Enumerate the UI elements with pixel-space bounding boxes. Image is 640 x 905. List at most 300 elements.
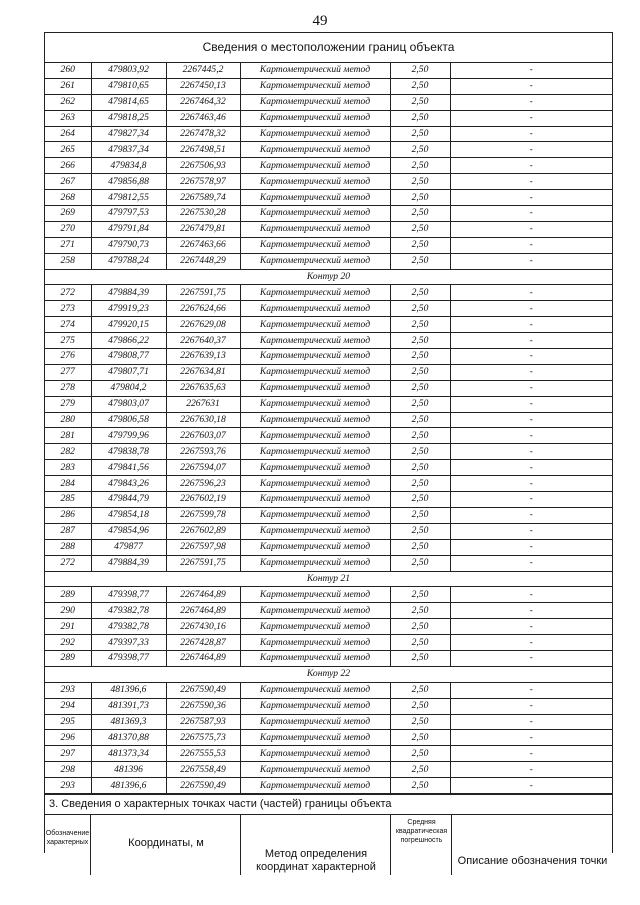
- point-number-cell: 289: [45, 587, 91, 603]
- y-coordinate-cell: 2267498,51: [166, 142, 240, 158]
- description-cell: -: [450, 635, 612, 651]
- table-row: [45, 778, 612, 794]
- x-coordinate-cell: 479841,56: [91, 460, 166, 476]
- point-number-cell: 263: [45, 110, 91, 126]
- y-coordinate-cell: 2267428,87: [166, 635, 240, 651]
- table-row: [45, 682, 612, 698]
- description-cell: -: [450, 555, 612, 571]
- table-row: [45, 364, 612, 380]
- y-coordinate-cell: 2267631: [166, 396, 240, 412]
- table-row: [45, 746, 612, 762]
- table-row: [45, 253, 612, 269]
- header-point-description: Описание обозначения точки: [457, 854, 608, 867]
- error-cell: 2,50: [390, 428, 450, 444]
- point-number-cell: 296: [45, 730, 91, 746]
- x-coordinate-cell: 479837,34: [91, 142, 166, 158]
- contour-header-row: [45, 571, 612, 587]
- method-cell: Картометрический метод: [240, 619, 390, 635]
- table-row: [45, 444, 612, 460]
- table-row: [45, 635, 612, 651]
- error-cell: 2,50: [390, 63, 450, 78]
- error-cell: 2,50: [390, 126, 450, 142]
- description-cell: -: [450, 380, 612, 396]
- error-cell: 2,50: [390, 380, 450, 396]
- point-number-cell: 298: [45, 762, 91, 778]
- method-cell: Картометрический метод: [240, 635, 390, 651]
- error-cell: 2,50: [390, 778, 450, 794]
- coordinates-table-body: [45, 63, 612, 793]
- error-cell: 2,50: [390, 762, 450, 778]
- error-cell: 2,50: [390, 396, 450, 412]
- description-cell: -: [450, 158, 612, 174]
- description-cell: -: [450, 444, 612, 460]
- error-cell: 2,50: [390, 174, 450, 190]
- description-cell: -: [450, 587, 612, 603]
- point-number-cell: 281: [45, 428, 91, 444]
- y-coordinate-cell: 2267590,36: [166, 698, 240, 714]
- x-coordinate-cell: 481373,34: [91, 746, 166, 762]
- x-coordinate-cell: 479797,53: [91, 206, 166, 222]
- description-cell: -: [450, 492, 612, 508]
- table-row: [45, 190, 612, 206]
- point-number-cell: 275: [45, 333, 91, 349]
- table-row: [45, 237, 612, 253]
- description-cell: -: [450, 364, 612, 380]
- method-cell: Картометрический метод: [240, 110, 390, 126]
- method-cell: Картометрический метод: [240, 539, 390, 555]
- table-row: [45, 714, 612, 730]
- description-cell: -: [450, 412, 612, 428]
- x-coordinate-cell: 479866,22: [91, 333, 166, 349]
- x-coordinate-cell: 479814,65: [91, 94, 166, 110]
- description-cell: -: [450, 746, 612, 762]
- x-coordinate-cell: 479382,78: [91, 603, 166, 619]
- x-coordinate-cell: 479843,26: [91, 476, 166, 492]
- point-number-cell: 268: [45, 190, 91, 206]
- x-coordinate-cell: 481369,3: [91, 714, 166, 730]
- y-coordinate-cell: 2267590,49: [166, 682, 240, 698]
- method-cell: Картометрический метод: [240, 714, 390, 730]
- method-cell: Картометрический метод: [240, 221, 390, 237]
- point-number-cell: 278: [45, 380, 91, 396]
- error-cell: 2,50: [390, 650, 450, 666]
- description-cell: -: [450, 94, 612, 110]
- description-cell: -: [450, 396, 612, 412]
- method-cell: Картометрический метод: [240, 237, 390, 253]
- point-number-cell: 295: [45, 714, 91, 730]
- x-coordinate-cell: 479834,8: [91, 158, 166, 174]
- x-coordinate-cell: 479791,84: [91, 221, 166, 237]
- point-number-cell: 273: [45, 301, 91, 317]
- y-coordinate-cell: 2267479,81: [166, 221, 240, 237]
- error-cell: 2,50: [390, 603, 450, 619]
- point-number-cell: 284: [45, 476, 91, 492]
- y-coordinate-cell: 2267445,2: [166, 63, 240, 78]
- description-cell: -: [450, 110, 612, 126]
- method-cell: Картометрический метод: [240, 682, 390, 698]
- description-cell: -: [450, 619, 612, 635]
- point-number-cell: 272: [45, 555, 91, 571]
- x-coordinate-cell: 479877: [91, 539, 166, 555]
- y-coordinate-cell: 2267630,18: [166, 412, 240, 428]
- error-cell: 2,50: [390, 237, 450, 253]
- method-cell: Картометрический метод: [240, 492, 390, 508]
- table-row: [45, 63, 612, 78]
- method-cell: Картометрический метод: [240, 94, 390, 110]
- table-row: [45, 158, 612, 174]
- method-cell: Картометрический метод: [240, 364, 390, 380]
- error-cell: 2,50: [390, 253, 450, 269]
- x-coordinate-cell: 479810,65: [91, 78, 166, 94]
- y-coordinate-cell: 2267639,13: [166, 349, 240, 365]
- point-number-cell: 293: [45, 778, 91, 794]
- method-cell: Картометрический метод: [240, 460, 390, 476]
- error-cell: 2,50: [390, 635, 450, 651]
- point-number-cell: 276: [45, 349, 91, 365]
- x-coordinate-cell: 479884,39: [91, 285, 166, 301]
- point-number-cell: 279: [45, 396, 91, 412]
- description-cell: -: [450, 428, 612, 444]
- method-cell: Картометрический метод: [240, 126, 390, 142]
- table-row: [45, 174, 612, 190]
- method-cell: Картометрический метод: [240, 301, 390, 317]
- point-number-cell: 266: [45, 158, 91, 174]
- y-coordinate-cell: 2267558,49: [166, 762, 240, 778]
- x-coordinate-cell: 479806,58: [91, 412, 166, 428]
- y-coordinate-cell: 2267597,98: [166, 539, 240, 555]
- table-row: [45, 428, 612, 444]
- table-row: [45, 285, 612, 301]
- method-cell: Картометрический метод: [240, 746, 390, 762]
- error-cell: 2,50: [390, 94, 450, 110]
- method-cell: Картометрический метод: [240, 349, 390, 365]
- point-number-cell: 286: [45, 507, 91, 523]
- table-row: [45, 762, 612, 778]
- point-number-cell: 289: [45, 650, 91, 666]
- y-coordinate-cell: 2267596,23: [166, 476, 240, 492]
- method-cell: Картометрический метод: [240, 63, 390, 78]
- x-coordinate-cell: 479807,71: [91, 364, 166, 380]
- y-coordinate-cell: 2267506,93: [166, 158, 240, 174]
- description-cell: -: [450, 63, 612, 78]
- table-row: [45, 587, 612, 603]
- method-cell: Картометрический метод: [240, 142, 390, 158]
- method-cell: Картометрический метод: [240, 78, 390, 94]
- description-cell: -: [450, 539, 612, 555]
- error-cell: 2,50: [390, 587, 450, 603]
- x-coordinate-cell: 479803,92: [91, 63, 166, 78]
- error-cell: 2,50: [390, 539, 450, 555]
- description-cell: -: [450, 714, 612, 730]
- point-number-cell: 272: [45, 285, 91, 301]
- point-number-cell: 261: [45, 78, 91, 94]
- x-coordinate-cell: 479382,78: [91, 619, 166, 635]
- x-coordinate-cell: 479818,25: [91, 110, 166, 126]
- x-coordinate-cell: 479920,15: [91, 317, 166, 333]
- method-cell: Картометрический метод: [240, 158, 390, 174]
- error-cell: 2,50: [390, 349, 450, 365]
- y-coordinate-cell: 2267464,89: [166, 603, 240, 619]
- x-coordinate-cell: 481396,6: [91, 682, 166, 698]
- y-coordinate-cell: 2267591,75: [166, 555, 240, 571]
- description-cell: -: [450, 349, 612, 365]
- error-cell: 2,50: [390, 78, 450, 94]
- table-row: [45, 126, 612, 142]
- x-coordinate-cell: 481396,6: [91, 778, 166, 794]
- point-number-cell: 291: [45, 619, 91, 635]
- contour-label: Контур 20: [45, 269, 612, 285]
- point-number-cell: 258: [45, 253, 91, 269]
- error-cell: 2,50: [390, 523, 450, 539]
- y-coordinate-cell: 2267448,29: [166, 253, 240, 269]
- description-cell: -: [450, 333, 612, 349]
- error-cell: 2,50: [390, 301, 450, 317]
- description-cell: -: [450, 285, 612, 301]
- y-coordinate-cell: 2267464,89: [166, 587, 240, 603]
- point-number-cell: 265: [45, 142, 91, 158]
- y-coordinate-cell: 2267575,73: [166, 730, 240, 746]
- table-row: [45, 349, 612, 365]
- x-coordinate-cell: 479844,79: [91, 492, 166, 508]
- description-cell: -: [450, 698, 612, 714]
- table-row: [45, 539, 612, 555]
- method-cell: Картометрический метод: [240, 476, 390, 492]
- x-coordinate-cell: 479804,2: [91, 380, 166, 396]
- y-coordinate-cell: 2267464,89: [166, 650, 240, 666]
- y-coordinate-cell: 2267599,78: [166, 507, 240, 523]
- point-number-cell: 264: [45, 126, 91, 142]
- contour-header-row: [45, 666, 612, 682]
- contour-label: Контур 22: [45, 666, 612, 682]
- table-row: [45, 492, 612, 508]
- x-coordinate-cell: 479884,39: [91, 555, 166, 571]
- section3-title: 3. Сведения о характерных точках части (частей) границы объекта: [45, 794, 612, 815]
- method-cell: Картометрический метод: [240, 206, 390, 222]
- y-coordinate-cell: 2267578,97: [166, 174, 240, 190]
- x-coordinate-cell: 479854,96: [91, 523, 166, 539]
- error-cell: 2,50: [390, 698, 450, 714]
- x-coordinate-cell: 481370,88: [91, 730, 166, 746]
- x-coordinate-cell: 479808,77: [91, 349, 166, 365]
- description-cell: -: [450, 523, 612, 539]
- x-coordinate-cell: 479838,78: [91, 444, 166, 460]
- header-point-designation: Обозначение характерных: [45, 815, 91, 875]
- method-cell: Картометрический метод: [240, 380, 390, 396]
- x-coordinate-cell: 479919,23: [91, 301, 166, 317]
- y-coordinate-cell: 2267629,08: [166, 317, 240, 333]
- point-number-cell: 297: [45, 746, 91, 762]
- x-coordinate-cell: 479803,07: [91, 396, 166, 412]
- header-mean-square-error: Средняя квадратическая погрешность: [392, 815, 452, 875]
- point-number-cell: 260: [45, 63, 91, 78]
- description-cell: -: [450, 507, 612, 523]
- point-number-cell: 269: [45, 206, 91, 222]
- method-cell: Картометрический метод: [240, 428, 390, 444]
- error-cell: 2,50: [390, 507, 450, 523]
- method-cell: Картометрический метод: [240, 730, 390, 746]
- method-cell: Картометрический метод: [240, 412, 390, 428]
- error-cell: 2,50: [390, 619, 450, 635]
- x-coordinate-cell: 479799,96: [91, 428, 166, 444]
- description-cell: -: [450, 78, 612, 94]
- table-row: [45, 396, 612, 412]
- error-cell: 2,50: [390, 206, 450, 222]
- coordinates-table: [45, 63, 612, 794]
- y-coordinate-cell: 2267603,07: [166, 428, 240, 444]
- error-cell: 2,50: [390, 221, 450, 237]
- y-coordinate-cell: 2267463,66: [166, 237, 240, 253]
- table-row: [45, 94, 612, 110]
- error-cell: 2,50: [390, 682, 450, 698]
- y-coordinate-cell: 2267589,74: [166, 190, 240, 206]
- table-row: [45, 301, 612, 317]
- description-cell: -: [450, 206, 612, 222]
- error-cell: 2,50: [390, 492, 450, 508]
- y-coordinate-cell: 2267587,93: [166, 714, 240, 730]
- point-number-cell: 267: [45, 174, 91, 190]
- error-cell: 2,50: [390, 364, 450, 380]
- point-number-cell: 270: [45, 221, 91, 237]
- description-cell: -: [450, 190, 612, 206]
- method-cell: Картометрический метод: [240, 523, 390, 539]
- y-coordinate-cell: 2267624,66: [166, 301, 240, 317]
- y-coordinate-cell: 2267530,28: [166, 206, 240, 222]
- method-cell: Картометрический метод: [240, 317, 390, 333]
- method-cell: Картометрический метод: [240, 650, 390, 666]
- method-cell: Картометрический метод: [240, 778, 390, 794]
- description-cell: -: [450, 762, 612, 778]
- method-cell: Картометрический метод: [240, 587, 390, 603]
- x-coordinate-cell: 479398,77: [91, 650, 166, 666]
- x-coordinate-cell: 479788,24: [91, 253, 166, 269]
- error-cell: 2,50: [390, 142, 450, 158]
- method-cell: Картометрический метод: [240, 507, 390, 523]
- point-number-cell: 277: [45, 364, 91, 380]
- y-coordinate-cell: 2267463,46: [166, 110, 240, 126]
- point-number-cell: 285: [45, 492, 91, 508]
- y-coordinate-cell: 2267602,89: [166, 523, 240, 539]
- description-cell: -: [450, 317, 612, 333]
- header-method: Метод определения координат характерной: [242, 815, 391, 875]
- point-number-cell: 288: [45, 539, 91, 555]
- table-row: [45, 730, 612, 746]
- method-cell: Картометрический метод: [240, 555, 390, 571]
- point-number-cell: 290: [45, 603, 91, 619]
- table-row: [45, 206, 612, 222]
- error-cell: 2,50: [390, 444, 450, 460]
- y-coordinate-cell: 2267594,07: [166, 460, 240, 476]
- description-cell: -: [450, 778, 612, 794]
- description-cell: -: [450, 237, 612, 253]
- error-cell: 2,50: [390, 190, 450, 206]
- method-cell: Картометрический метод: [240, 333, 390, 349]
- description-cell: -: [450, 126, 612, 142]
- method-cell: Картометрический метод: [240, 396, 390, 412]
- description-cell: -: [450, 650, 612, 666]
- y-coordinate-cell: 2267640,37: [166, 333, 240, 349]
- x-coordinate-cell: 479854,18: [91, 507, 166, 523]
- y-coordinate-cell: 2267450,13: [166, 78, 240, 94]
- error-cell: 2,50: [390, 110, 450, 126]
- contour-header-row: [45, 269, 612, 285]
- y-coordinate-cell: 2267555,53: [166, 746, 240, 762]
- point-number-cell: 262: [45, 94, 91, 110]
- method-cell: Картометрический метод: [240, 174, 390, 190]
- method-cell: Картометрический метод: [240, 285, 390, 301]
- header-coordinates: Координаты, м: [92, 815, 241, 875]
- error-cell: 2,50: [390, 730, 450, 746]
- x-coordinate-cell: 481391,73: [91, 698, 166, 714]
- error-cell: 2,50: [390, 317, 450, 333]
- description-cell: -: [450, 460, 612, 476]
- y-coordinate-cell: 2267593,76: [166, 444, 240, 460]
- section3-table-header: [45, 815, 612, 875]
- point-number-cell: 283: [45, 460, 91, 476]
- method-cell: Картометрический метод: [240, 253, 390, 269]
- description-cell: -: [450, 253, 612, 269]
- x-coordinate-cell: 481396: [91, 762, 166, 778]
- method-cell: Картометрический метод: [240, 762, 390, 778]
- description-cell: -: [450, 603, 612, 619]
- table-row: [45, 555, 612, 571]
- error-cell: 2,50: [390, 333, 450, 349]
- table-row: [45, 460, 612, 476]
- description-cell: -: [450, 142, 612, 158]
- table-row: [45, 476, 612, 492]
- description-cell: -: [450, 174, 612, 190]
- error-cell: 2,50: [390, 476, 450, 492]
- table-row: [45, 650, 612, 666]
- method-cell: Картометрический метод: [240, 698, 390, 714]
- point-number-cell: 294: [45, 698, 91, 714]
- y-coordinate-cell: 2267430,16: [166, 619, 240, 635]
- document-frame: [44, 32, 613, 873]
- y-coordinate-cell: 2267478,32: [166, 126, 240, 142]
- x-coordinate-cell: 479398,77: [91, 587, 166, 603]
- point-number-cell: 287: [45, 523, 91, 539]
- point-number-cell: 282: [45, 444, 91, 460]
- point-number-cell: 293: [45, 682, 91, 698]
- table-row: [45, 333, 612, 349]
- y-coordinate-cell: 2267590,49: [166, 778, 240, 794]
- table-row: [45, 380, 612, 396]
- error-cell: 2,50: [390, 714, 450, 730]
- description-cell: -: [450, 301, 612, 317]
- description-cell: -: [450, 730, 612, 746]
- error-cell: 2,50: [390, 158, 450, 174]
- section-title: Сведения о местоположении границ объекта: [45, 33, 612, 63]
- x-coordinate-cell: 479790,73: [91, 237, 166, 253]
- error-cell: 2,50: [390, 412, 450, 428]
- x-coordinate-cell: 479827,34: [91, 126, 166, 142]
- table-row: [45, 221, 612, 237]
- table-row: [45, 603, 612, 619]
- point-number-cell: 274: [45, 317, 91, 333]
- description-cell: -: [450, 476, 612, 492]
- method-cell: Картометрический метод: [240, 444, 390, 460]
- error-cell: 2,50: [390, 555, 450, 571]
- y-coordinate-cell: 2267464,32: [166, 94, 240, 110]
- page-number: 49: [312, 13, 328, 29]
- y-coordinate-cell: 2267634,81: [166, 364, 240, 380]
- y-coordinate-cell: 2267602,19: [166, 492, 240, 508]
- y-coordinate-cell: 2267635,63: [166, 380, 240, 396]
- table-row: [45, 142, 612, 158]
- point-number-cell: 271: [45, 237, 91, 253]
- error-cell: 2,50: [390, 460, 450, 476]
- table-row: [45, 523, 612, 539]
- description-cell: -: [450, 221, 612, 237]
